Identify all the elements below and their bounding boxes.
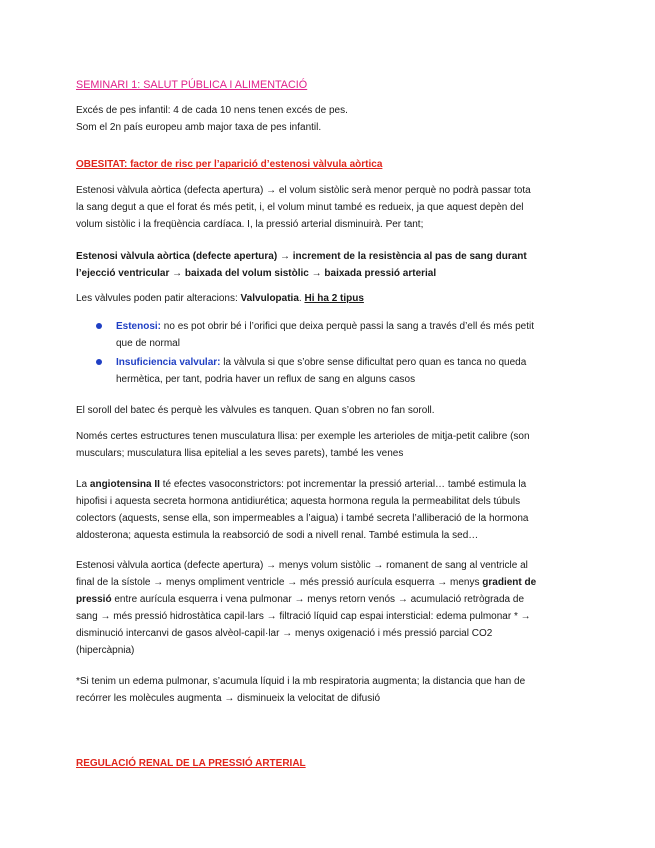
paragraph-line: l’ejecció ventricular → baixada del volum sistòlic → baixada pressió arterial xyxy=(76,268,437,279)
paragraph-line xyxy=(76,574,574,591)
bold-term: pressió xyxy=(76,594,112,605)
section-heading-regulacio xyxy=(76,755,574,772)
paragraph-musculatura xyxy=(76,428,574,462)
paragraph-estenosi xyxy=(76,182,574,233)
paragraph-soroll xyxy=(76,402,574,419)
intro-line: Excés de pes infantil: 4 de cada 10 nens tenen excés de pes. xyxy=(76,105,348,116)
paragraph-line: colectors (aquests, sense ella, son impermeables a l’aigua) i també secreta l’alliberació de la hormona xyxy=(76,513,529,524)
text-run: . xyxy=(298,293,305,304)
paragraph-line: hipofisi i aquesta secreta hormona antidiurética; aquesta hormona regula la permeabilitat dels túbuls xyxy=(76,496,521,507)
text-run: entre aurícula esquerra i vena pulmonar → menys retorn venós → acumulació retrògrada de xyxy=(111,594,525,605)
paragraph-line xyxy=(76,591,574,608)
paragraph-line: musculars; musculatura llisa epitelial a les seves parets), també les venes xyxy=(76,448,404,459)
list-item-text xyxy=(116,354,578,388)
paragraph-line: sang → més pressió hidrostàtica capil·lars → filtració líquid cap espai intersticial: edema pulmonar * → xyxy=(76,611,531,622)
bold-term: gradient de xyxy=(482,577,537,588)
paragraph-line: hermètica, per tant, podria haver un reflux de sang en alguns casos xyxy=(116,374,416,385)
title-text: SEMINARI 1: SALUT PÚBLICA I ALIMENTACIÓ xyxy=(76,79,308,91)
paragraph-valvulopatia xyxy=(76,290,574,307)
paragraph-line: Estenosi vàlvula aòrtica (defecta apertura) → el volum sistòlic serà menor perquè no podrà passar tota xyxy=(76,185,531,196)
paragraph-line: Només certes estructures tenen musculatura llisa: per exemple les arterioles de mitja-petit calibre (son xyxy=(76,431,530,442)
bullet-icon xyxy=(96,359,102,365)
section-heading-obesitat xyxy=(76,156,574,173)
paragraph-line xyxy=(116,354,578,371)
text-run: no es pot obrir bé i l’orifici que deixa perquè passi la sang a través d’ell és més petit xyxy=(161,321,534,332)
heading-text: REGULACIÓ RENAL DE LA PRESSIÓ ARTERIAL xyxy=(76,758,306,769)
list-item-text xyxy=(116,318,578,352)
bold-term: angiotensina II xyxy=(89,479,160,490)
paragraph-line: aldosterona; aquesta estimula la reabsorció de sodi a nivell renal. També estimula la sed… xyxy=(76,530,479,541)
paragraph-line xyxy=(76,290,574,307)
bold-term: Valvulopatia xyxy=(240,293,299,304)
bullet-icon xyxy=(96,323,102,329)
paragraph-line: Estenosi vàlvula aortica (defecte apertura) → menys volum sistòlic → romanent de sang al ventricle al xyxy=(76,560,528,571)
paragraph-angiotensina xyxy=(76,476,574,544)
text-run: La xyxy=(76,479,90,490)
underlined-term: Hi ha 2 tipus xyxy=(304,293,364,304)
paragraph-line: volum sistòlic i la freqüència cardíaca. I, la pressió arterial disminuirà. Per tant; xyxy=(76,219,424,230)
text-run: la vàlvula si que s’obre sense dificultat pero quan es tanca no queda xyxy=(220,357,527,368)
paragraph-line: El soroll del batec és perquè les vàlvules es tanquen. Quan s’obren no fan soroll. xyxy=(76,405,435,416)
paragraph-line: *Si tenim un edema pulmonar, s’acumula líquid i la mb respiratoria augmenta; la distancia que han de xyxy=(76,676,526,687)
paragraph-line: (hipercàpnia) xyxy=(76,645,135,656)
text-run: Les vàlvules poden patir alteracions: xyxy=(76,293,241,304)
paragraph-line: la sang degut a que el forat és més petit, i, el volum minut també es redueix, ja que aquest depèn del xyxy=(76,202,524,213)
paragraph-line: recórrer les molècules augmenta → disminueix la velocitat de difusió xyxy=(76,693,381,704)
list-term: Insuficiencia valvular: xyxy=(116,357,221,368)
paragraph-line xyxy=(116,318,578,335)
paragraph-line xyxy=(76,476,574,493)
document-title xyxy=(76,77,574,94)
paragraph-line: disminució intercanvi de gasos alvèol-capil·lar → menys oxigenació i més pressió parcial CO2 xyxy=(76,628,493,639)
list-term: Estenosi: xyxy=(116,321,162,332)
intro-line: Som el 2n país europeu amb major taxa de pes infantil. xyxy=(76,122,322,133)
paragraph-edema-note xyxy=(76,673,574,707)
paragraph-line: que de normal xyxy=(116,338,180,349)
paragraph-line: Estenosi vàlvula aòrtica (defecte apertura) → increment de la resistència al pas de sang durant xyxy=(76,251,527,262)
text-run: final de la sístole → menys ompliment ventricle → més pressió aurícula esquerra → menys xyxy=(76,577,483,588)
text-run: té efectes vasoconstrictors: pot incrementar la pressió arterial… també estimula la xyxy=(159,479,527,490)
paragraph-estenosi-cascade xyxy=(76,557,574,659)
paragraph-bold-summary xyxy=(76,248,574,282)
intro-paragraph xyxy=(76,102,574,136)
heading-text: OBESITAT: factor de risc per l’aparició d’estenosi vàlvula aòrtica xyxy=(76,159,383,170)
